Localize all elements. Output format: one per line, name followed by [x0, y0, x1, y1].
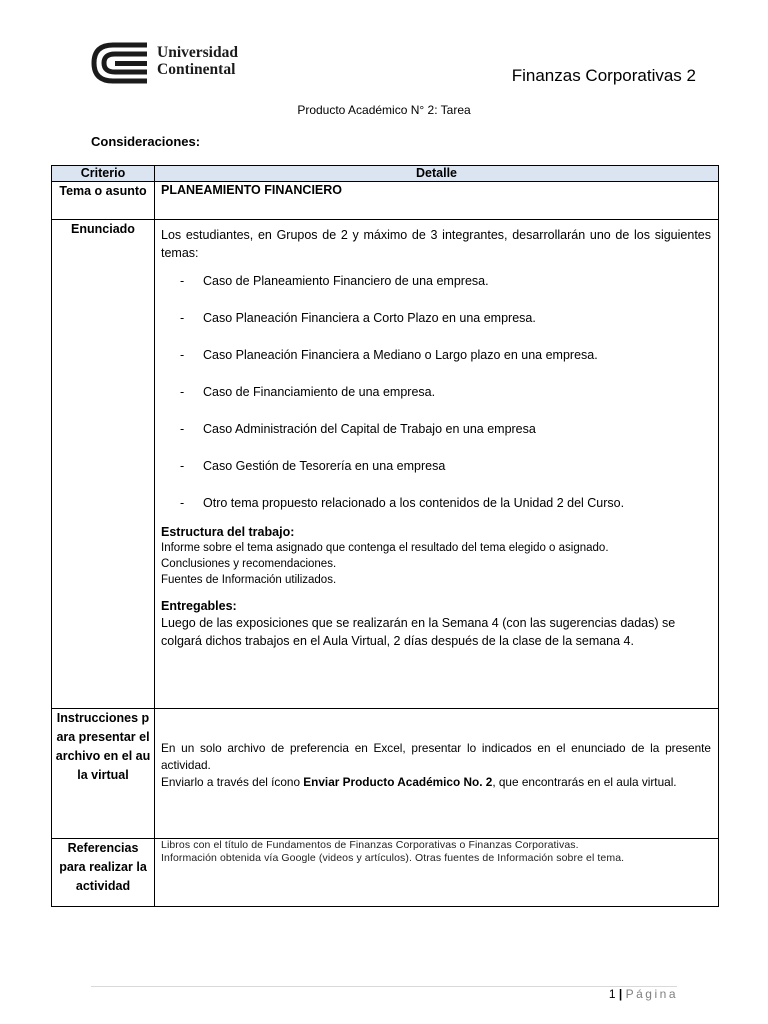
detalle-referencias: [155, 839, 719, 907]
logo-line-1: Universidad: [157, 44, 238, 61]
university-name: [157, 44, 238, 78]
list-item: - Caso Gestión de Tesorería en una empresa: [180, 459, 446, 473]
instrucciones-line-2-pre: Enviarlo a través del ícono: [161, 775, 304, 789]
list-item: - Caso Planeación Financiera a Corto Plazo en una empresa.: [180, 311, 536, 325]
page-footer: [609, 987, 678, 1001]
list-item: - Caso de Planeamiento Financiero de una empresa.: [180, 274, 489, 288]
enunciado-intro: Los estudiantes, en Grupos de 2 y máximo de 3 integrantes, desarrollarán uno de los siguientes temas:: [161, 228, 711, 260]
continental-c-logo-icon: [91, 42, 149, 84]
list-item: - Caso de Financiamiento de una empresa.: [180, 385, 436, 399]
estructura-line-1: Informe sobre el tema asignado que contenga el resultado del tema elegido o asignado.: [161, 542, 609, 554]
table-row-tema: [52, 182, 719, 220]
detalle-enunciado: [155, 220, 719, 709]
university-logo: [91, 40, 261, 86]
instrucciones-line-1: En un solo archivo de preferencia en Excel, presentar lo indicados en el enunciado de la presente actividad.: [161, 741, 711, 772]
topic-text: Otro tema propuesto relacionado a los contenidos de la Unidad 2 del Curso.: [203, 496, 625, 510]
estructura-title: Estructura del trabajo:: [161, 525, 295, 539]
topic-text: Caso de Financiamiento de una empresa.: [203, 385, 436, 399]
estructura-line-2: Conclusiones y recomendaciones.: [161, 558, 337, 570]
instrucciones-line-2: [161, 774, 711, 791]
list-item: - Otro tema propuesto relacionado a los contenidos de la Unidad 2 del Curso.: [180, 496, 625, 510]
page-label: Página: [625, 987, 678, 1001]
list-item: - Caso Administración del Capital de Trabajo en una empresa: [180, 422, 536, 436]
footer-divider: [91, 986, 677, 987]
entregables-text: Luego de las exposiciones que se realizarán en la Semana 4 (con las sugerencias dadas) se colgará dichos trabajos en el Aula Virtual, 2 días después de la clase de la semana 4.: [161, 616, 676, 648]
instrucciones-line-2-post: , que encontrarás en el aula virtual.: [492, 775, 677, 789]
criterio-referencias: Referencias para realizar la actividad: [52, 839, 155, 907]
list-item: - Caso Planeación Financiera a Mediano o Largo plazo en una empresa.: [180, 348, 598, 362]
header-detalle: Detalle: [155, 166, 719, 182]
instrucciones-line-2-bold: Enviar Producto Académico No. 2: [303, 775, 493, 789]
topics-list: [161, 272, 711, 531]
referencias-line-1: Libros con el título de Fundamentos de Finanzas Corporativas o Finanzas Corporativas.: [161, 839, 579, 851]
criterio-instrucciones: Instrucciones para presentar el archivo en el aula virtual: [52, 709, 155, 839]
topic-text: Caso Administración del Capital de Trabajo en una empresa: [203, 422, 536, 436]
topic-text: Caso Planeación Financiera a Mediano o Largo plazo en una empresa.: [203, 348, 598, 362]
estructura-line-3: Fuentes de Información utilizados.: [161, 574, 337, 586]
topic-text: Caso Gestión de Tesorería en una empresa: [203, 459, 446, 473]
topic-text: Caso de Planeamiento Financiero de una empresa.: [203, 274, 489, 288]
header-criterio: Criterio: [52, 166, 155, 182]
table-row-referencias: [52, 839, 719, 907]
referencias-line-2: Información obtenida vía Google (videos y artículos). Otras fuentes de Información sobre el tema.: [161, 852, 625, 864]
criterio-enunciado: Enunciado: [52, 220, 155, 709]
considerations-heading: Consideraciones:: [91, 134, 201, 149]
table-header-row: [52, 166, 719, 182]
logo-line-2: Continental: [157, 61, 236, 78]
page-number: 1: [608, 987, 616, 1001]
page-separator: |: [618, 987, 623, 1001]
detalle-tema: [155, 182, 719, 220]
criterio-tema: Tema o asunto: [52, 182, 155, 220]
tema-text: PLANEAMIENTO FINANCIERO: [161, 183, 343, 197]
course-title: Finanzas Corporativas 2: [511, 66, 696, 85]
table-row-instrucciones: [52, 709, 719, 839]
entregables-title: Entregables:: [161, 599, 237, 613]
detalle-instrucciones: [155, 709, 719, 839]
assignment-table: [51, 165, 719, 907]
table-row-enunciado: [52, 220, 719, 709]
topic-text: Caso Planeación Financiera a Corto Plazo en una empresa.: [203, 311, 536, 325]
product-title: Producto Académico N° 2: Tarea: [297, 103, 471, 117]
